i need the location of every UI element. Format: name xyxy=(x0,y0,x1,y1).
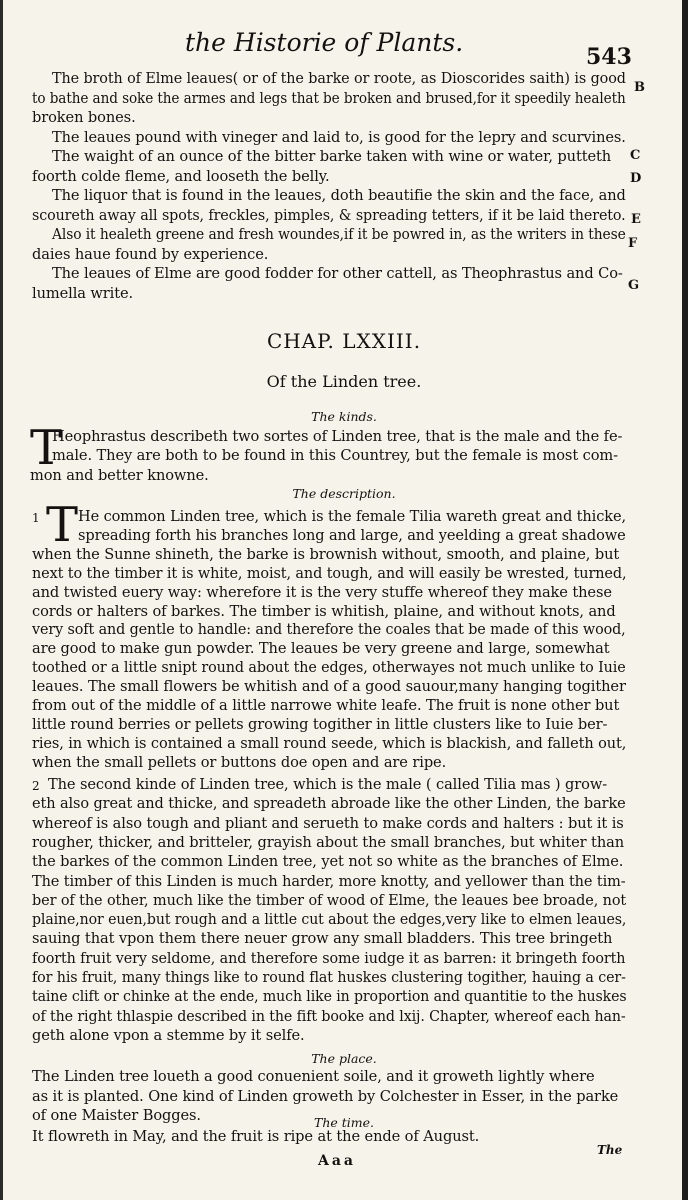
text-line: from out of the middle of a little narrowe white leafe. The fruit is none other but xyxy=(32,697,620,714)
text-line: plaine,nor euen,but rough and a little cut about the edges,very like to elmen leaues, xyxy=(32,911,627,929)
catchword: The xyxy=(597,1143,623,1157)
text-line: ber of the other, much like the timber of wood of Elme, the leaues bee broade, not xyxy=(32,891,627,909)
text-line: and twisted euery way: wherefore it is the very stuffe whereof they make these xyxy=(32,583,612,601)
kinds-heading: The kinds. xyxy=(311,409,377,424)
text-line: very soft and gentle to handle: and therefore the coales that be made of this wood, xyxy=(32,621,626,639)
text-line: taine clift or chinke at the ende, much like in proportion and quantitie to the huskes xyxy=(32,988,627,1006)
text-line: The Linden tree loueth a good conuenient soile, and it groweth lightly where xyxy=(32,1068,595,1085)
time-heading: The time. xyxy=(313,1115,374,1130)
text-line: whereof is also tough and pliant and serueth to make cords and halters : but it is xyxy=(32,814,624,832)
item-1-number: 1 xyxy=(32,511,40,525)
text-line: scoureth away all spots, freckles, pimples, & spreading tetters, if it be laid thereto. xyxy=(32,206,626,224)
chapter-number: CHAP. LXXIII. xyxy=(266,329,422,353)
text-line: next to the timber it is white, moist, and tough, and will easily be wrested, turned, xyxy=(32,564,627,582)
margin-letter-b: B xyxy=(634,80,645,95)
text-line: The waight of an ounce of the bitter barke taken with wine or water, putteth xyxy=(52,148,612,165)
description-drop-cap: T xyxy=(46,497,79,553)
text-line: mon and better knowne. xyxy=(30,466,209,484)
text-line: He common Linden tree, which is the female Tilia wareth great and thicke, xyxy=(78,508,627,525)
text-line: The second kinde of Linden tree, which is the male ( called Tilia mas ) grow- xyxy=(48,776,608,793)
text-line: lumella write. xyxy=(32,284,134,302)
text-line: Also it healeth greene and fresh woundes,if it be powred in, as the writers in these xyxy=(52,226,626,243)
text-line: little round berries or pellets growing togither in little clusters like to Iuie ber- xyxy=(32,715,608,733)
text-line: when the Sunne shineth, the barke is brownish without, smooth, and plaine, but xyxy=(32,545,620,563)
text-line: sauing that vpon them there neuer grow any small bladders. This tree bringeth xyxy=(32,930,613,948)
text-line: The leaues pound with vineger and laid to, is good for the lepry and scurvines. xyxy=(52,128,626,146)
text-line: toothed or a little snipt round about the edges, otherwayes not much unlike to Iuie xyxy=(32,659,626,677)
margin-letter-c: C xyxy=(630,148,641,163)
text-line: to bathe and soke the armes and legs that be broken and brused,for it speedily healeth xyxy=(32,89,626,107)
margin-letter-g: G xyxy=(628,278,640,293)
text-line: foorth fruit very seldome, and therefore some iudge it as barren: it bringeth foorth xyxy=(32,949,626,967)
kinds-drop-cap: T xyxy=(30,420,63,476)
text-line: as it is planted. One kind of Linden groweth by Colchester in Esser, in the parke xyxy=(32,1087,619,1105)
text-line: when the small pellets or buttons doe open and are ripe. xyxy=(32,753,447,771)
text-line: cords or halters of barkes. The timber is whitish, plaine, and without knots, and xyxy=(32,602,616,620)
place-heading: The place. xyxy=(311,1051,377,1066)
margin-letter-d: D xyxy=(630,171,642,186)
text-line: The leaues of Elme are good fodder for other cattell, as Theophrastus and Co- xyxy=(52,265,623,282)
text-line: are good to make gun powder. The leaues be very greene and large, somewhat xyxy=(32,640,610,658)
item-2-number: 2 xyxy=(32,779,40,793)
text-line: foorth colde fleme, and looseth the belly. xyxy=(32,167,330,185)
text-line: broken bones. xyxy=(32,109,136,126)
text-line: of the right thlaspie described in the fift booke and lxij. Chapter, whereof each han- xyxy=(32,1007,626,1025)
text-line: leaues. The small flowers be whitish and of a good sauour,many hanging togither xyxy=(32,678,626,696)
text-line: The liquor that is found in the leaues, doth beautifie the skin and the face, and xyxy=(52,187,626,204)
text-line: of one Maister Bogges. xyxy=(32,1107,201,1124)
text-line: daies haue found by experience. xyxy=(32,245,269,263)
left-edge-shadow xyxy=(0,0,3,1200)
right-edge-shadow xyxy=(682,0,688,1200)
text-line: It flowreth in May, and the fruit is ripe at the ende of August. xyxy=(32,1128,480,1145)
text-line: The timber of this Linden is much harder, more knotty, and yellower than the tim- xyxy=(32,872,626,890)
margin-letter-f: F xyxy=(628,236,638,251)
text-line: spreading forth his branches long and large, and yeelding a great shadowe xyxy=(78,526,626,544)
text-line: eth also great and thicke, and spreadeth abroade like the other Linden, the barke xyxy=(32,795,626,813)
text-line: the barkes of the common Linden tree, yet not so white as the branches of Elme. xyxy=(32,853,624,871)
text-line: Heophrastus describeth two sortes of Linden tree, that is the male and the fe- xyxy=(52,428,623,445)
text-line: for his fruit, many things like to round flat huskes clustering togither, hauing a cer- xyxy=(32,969,626,986)
description-heading: The description. xyxy=(292,486,396,501)
text-line: male. They are both to be found in this Countrey, but the female is most com- xyxy=(52,447,618,465)
text-line: The broth of Elme leaues( or of the barke or roote, as Dioscorides saith) is good xyxy=(52,70,626,87)
text-line: rougher, thicker, and britteler, grayish about the small branches, but whiter than xyxy=(32,833,625,851)
page-number: 543 xyxy=(586,44,632,70)
running-title: the Historie of Plants. xyxy=(185,28,464,57)
text-line: geth alone vpon a stemme by it selfe. xyxy=(32,1026,305,1044)
text-line: ries, in which is contained a small round seede, which is blackish, and falleth out, xyxy=(32,734,627,752)
chapter-title: Of the Linden tree. xyxy=(266,372,422,391)
margin-letter-e: E xyxy=(631,212,641,227)
signature-mark: Aaa xyxy=(318,1153,357,1169)
